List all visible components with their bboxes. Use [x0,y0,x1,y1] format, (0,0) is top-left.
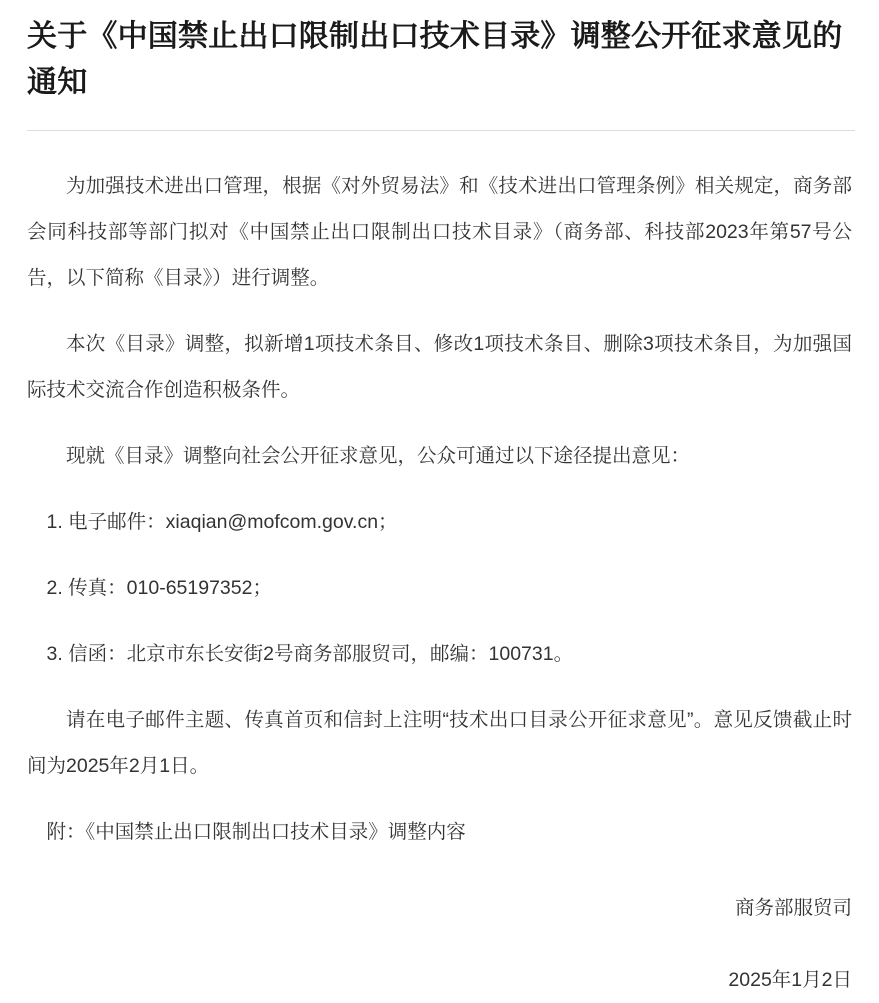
channel-item-mail: 3. 信函：北京市东长安街2号商务部服贸司，邮编：100731。 [46,643,574,665]
channel-item-email: 1. 电子邮件：xiaqian@mofcom.gov.cn； [46,511,398,533]
signature-date: 2025年1月2日 [728,969,852,991]
channel-item-fax: 2. 传真：010-65197352； [46,577,272,599]
signature-issuer: 商务部服贸司 [734,897,852,919]
page-title: 关于《中国禁止出口限制出口技术目录》调整公开征求意见的通知 [27,20,843,99]
attachment-line: 附：《中国禁止出口限制出口技术目录》调整内容 [46,821,466,843]
paragraph-intro: 为加强技术进出口管理，根据《对外贸易法》和《技术进出口管理条例》相关规定，商务部会同科技部等部门拟对《中国禁止出口限制出口技术目录》（商务部、科技部2023年第57号公告，以下简称《目录》）进行调整。 [27,175,852,289]
paragraph-scope: 本次《目录》调整，拟新增1项技术条目、修改1项技术条目、删除3项技术条目，为加强国际技术交流合作创造积极条件。 [27,333,852,401]
paragraph-deadline-note: 请在电子邮件主题、传真首页和信封上注明“技术出口目录公开征求意见”。意见反馈截止时间为2025年2月1日。 [27,709,852,777]
document-body [27,131,852,1003]
paragraph-invitation: 现就《目录》调整向社会公开征求意见，公众可通过以下途径提出意见： [66,445,691,467]
